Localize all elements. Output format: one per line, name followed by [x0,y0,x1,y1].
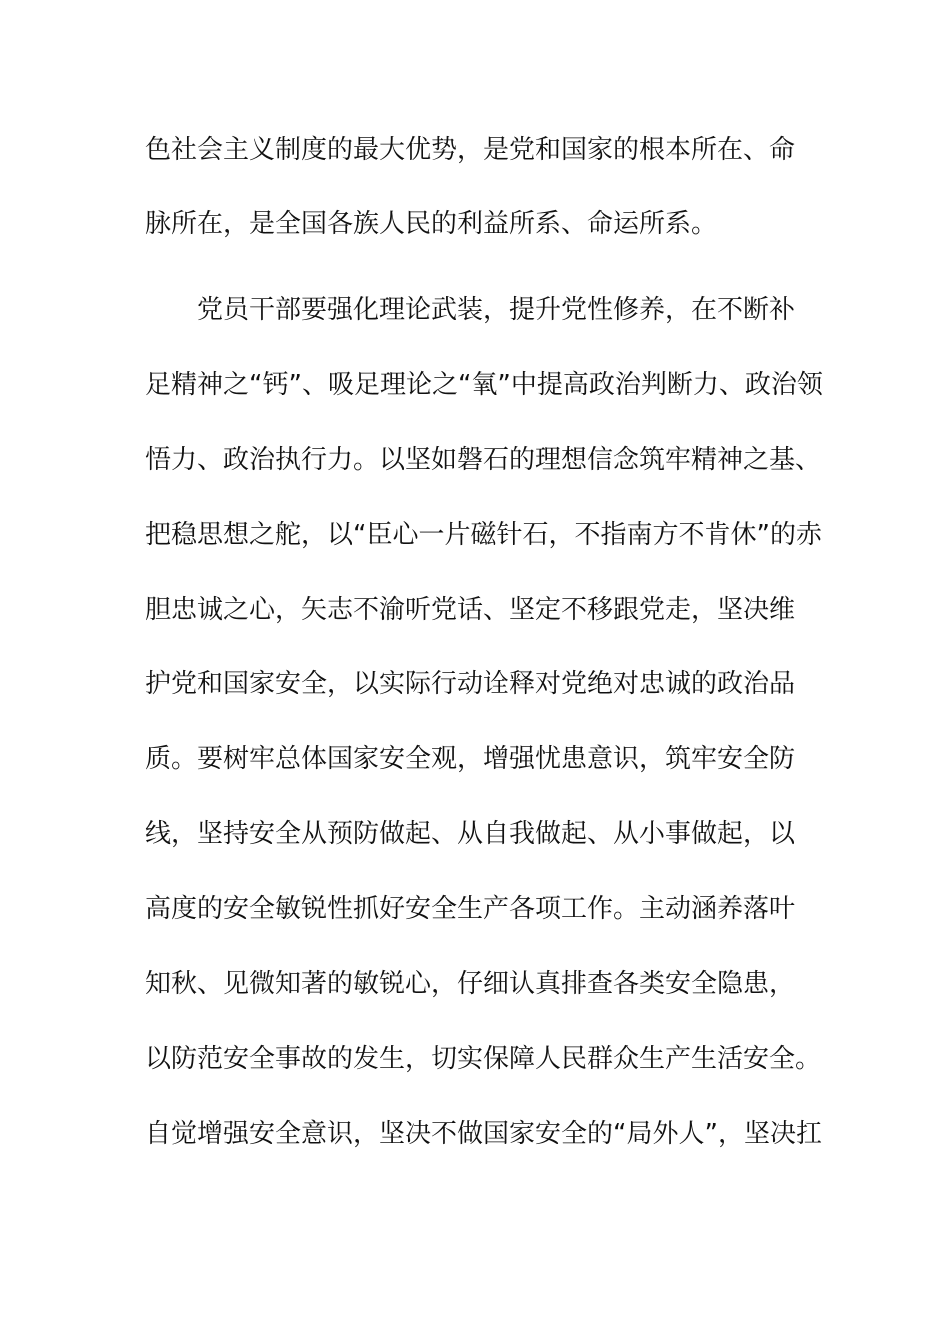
text-line: 党员干部要强化理论武装，提升党性修养，在不断补 [145,295,796,325]
text-line: 护党和国家安全，以实际行动诠释对党绝对忠诚的政治品 [145,669,796,699]
text-line: 以防范安全事故的发生，切实保障人民群众生产生活安全。 [145,1044,822,1074]
text-line: 质。要树牢总体国家安全观，增强忧患意识，筑牢安全防 [145,744,796,774]
text-line: 知秋、见微知著的敏锐心，仔细认真排查各类安全隐患， [145,969,796,999]
text-line: 自觉增强安全意识，坚决不做国家安全的“局外人”，坚决扛 [145,1119,822,1149]
text-line: 把稳思想之舵，以“臣心一片磁针石，不指南方不肯休”的赤 [145,520,822,550]
text-line: 高度的安全敏锐性抓好安全生产各项工作。主动涵养落叶 [145,894,796,924]
text-line: 脉所在，是全国各族人民的利益所系、命运所系。 [145,209,718,239]
text-line: 足精神之“钙”、吸足理论之“氧”中提高政治判断力、政治领 [145,370,823,400]
text-line: 线，坚持安全从预防做起、从自我做起、从小事做起，以 [145,819,796,849]
text-line: 色社会主义制度的最大优势，是党和国家的根本所在、命 [145,135,796,165]
text-line: 胆忠诚之心，矢志不渝听党话、坚定不移跟党走，坚决维 [145,595,796,625]
text-line: 悟力、政治执行力。以坚如磐石的理想信念筑牢精神之基、 [145,445,822,475]
